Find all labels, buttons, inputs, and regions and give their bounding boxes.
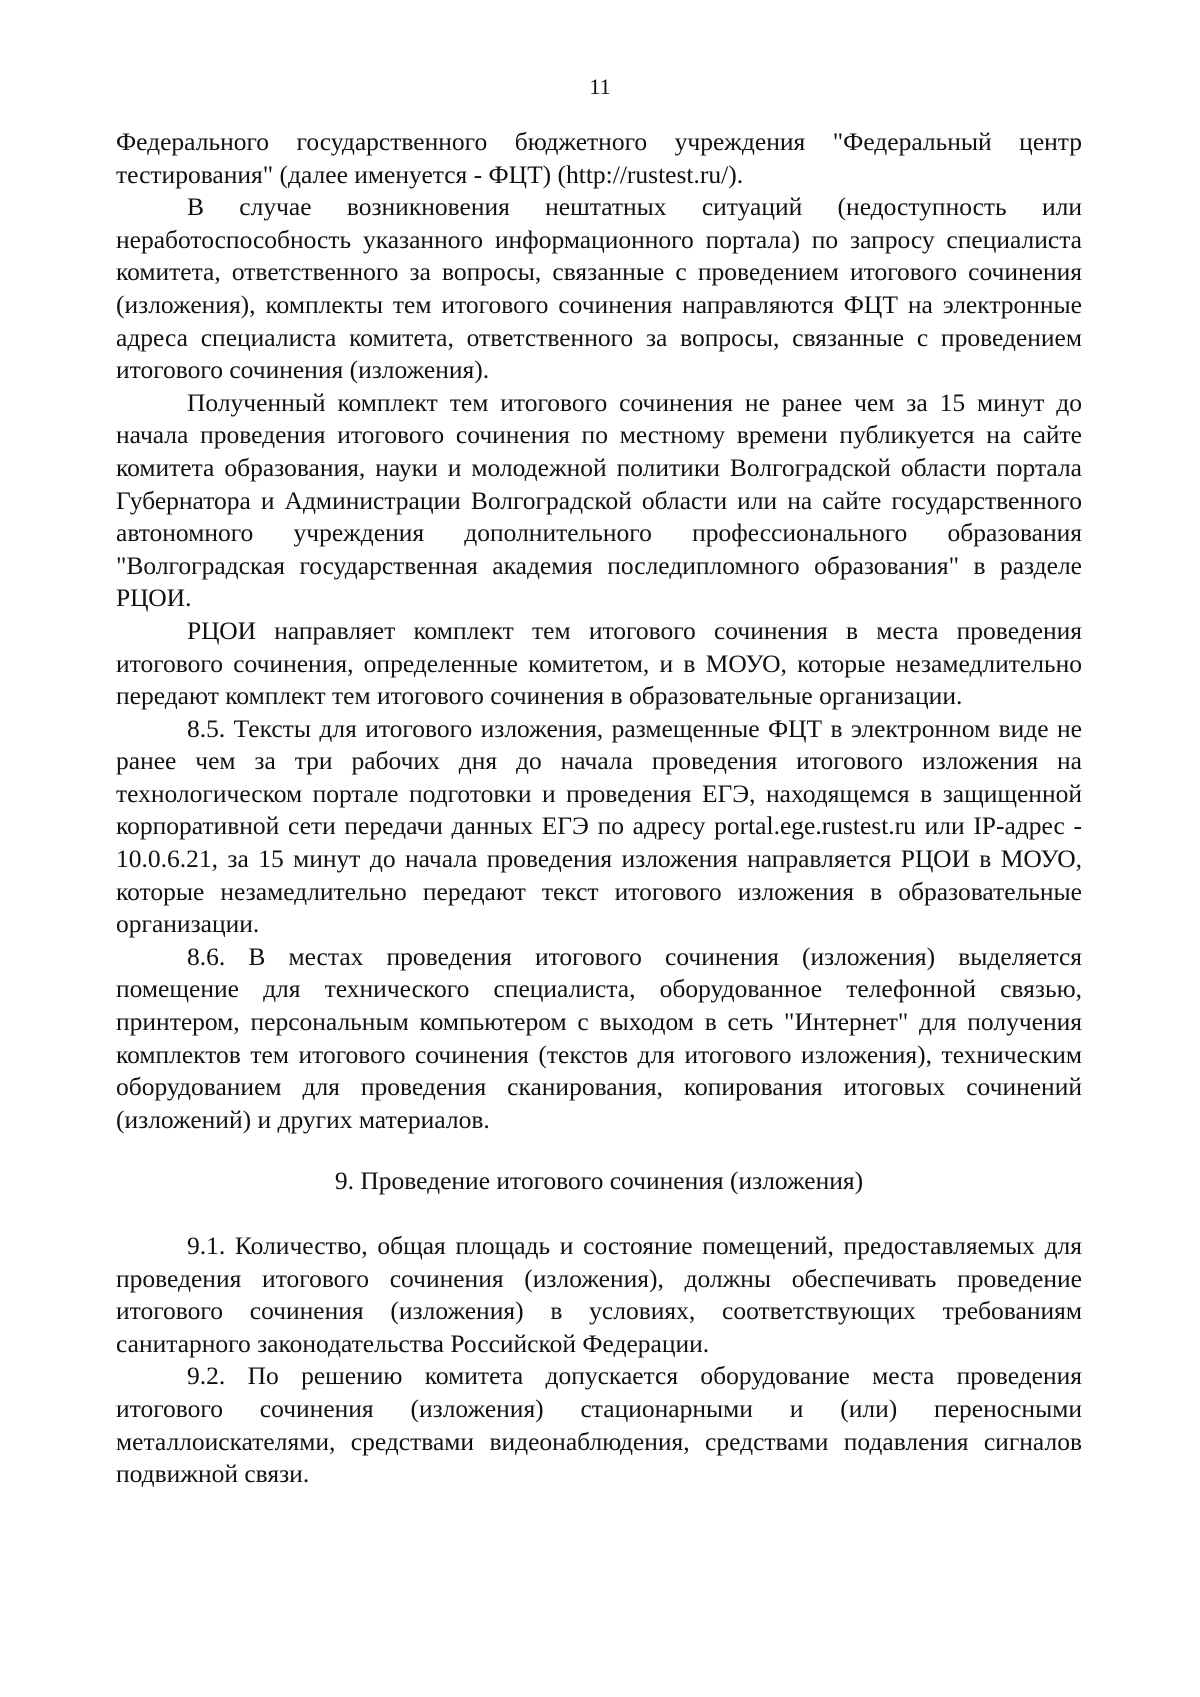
- page-number: 11: [589, 74, 611, 99]
- paragraph-8-5: 8.5. Тексты для итогового изложения, размещенные ФЦТ в электронном виде не ранее чем за три рабочих дня до начала проведения итогового изложения на технологическом портале подготовки и проведения ЕГЭ, находящемся в защищенной корпоративной сети передачи данных ЕГЭ по адресу portal.ege.rustest.ru или IP-адрес - 10.0.6.21, за 15 минут до начала проведения изложения направляется РЦОИ в МОУО, которые незамедлительно передают текст итогового изложения в образовательные организации.: [116, 713, 1082, 939]
- paragraph-emergency: В случае возникновения нештатных ситуаций (недоступность или неработоспособность указанного информационного портала) по запросу специалиста комитета, ответственного за вопросы, связанные с проведением итогового сочинения (изложения), комплекты тем итогового сочинения направляются ФЦТ на электронные адреса специалиста комитета, ответственного за вопросы, связанные с проведением итогового сочинения (изложения).: [116, 192, 1082, 385]
- section-heading-9: 9. Проведение итогового сочинения (изложения): [334, 1166, 864, 1196]
- paragraph-9-2: 9.2. По решению комитета допускается оборудование места проведения итогового сочинения (изложения) стационарными и (или) переносными металлоискателями, средствами видеонаблюдения, средствами подавления сигналов подвижной связи.: [116, 1361, 1082, 1489]
- paragraph-rcoi-distribution: РЦОИ направляет комплект тем итогового сочинения в места проведения итогового сочинения, определенные комитетом, и в МОУО, которые незамедлительно передают комплект тем итогового сочинения в образовательные организации.: [116, 615, 1082, 711]
- paragraph-8-6: 8.6. В местах проведения итогового сочинения (изложения) выделяется помещение для технического специалиста, оборудованное телефонной связью, принтером, персональным компьютером с выходом в сеть "Интернет" для получения комплектов тем итогового сочинения (текстов для итогового изложения), техническим оборудованием для проведения сканирования, копирования итоговых сочинений (изложений) и других материалов.: [116, 941, 1082, 1134]
- paragraph-9-1: 9.1. Количество, общая площадь и состояние помещений, предоставляемых для проведения итогового сочинения (изложения), должны обеспечивать проведение итогового сочинения (изложения) в условиях, соответствующих требованиям санитарного законодательства Российской Федерации.: [116, 1231, 1082, 1358]
- document-body: [116, 126, 1082, 1491]
- paragraph-fct-continuation: Федерального государственного бюджетного учреждения "Федеральный центр тестирования" (далее именуется - ФЦТ) (http://rustest.ru/).: [116, 127, 1082, 189]
- paragraph-publication: Полученный комплект тем итогового сочинения не ранее чем за 15 минут до начала проведения итогового сочинения по местному времени публикуется на сайте комитета образования, науки и молодежной политики Волгоградской области портала Губернатора и Администрации Волгоградской области или на сайте государственного автономного учреждения дополнительного профессионального образования "Волгоградская государственная академия последипломного образования" в разделе РЦОИ.: [116, 387, 1082, 613]
